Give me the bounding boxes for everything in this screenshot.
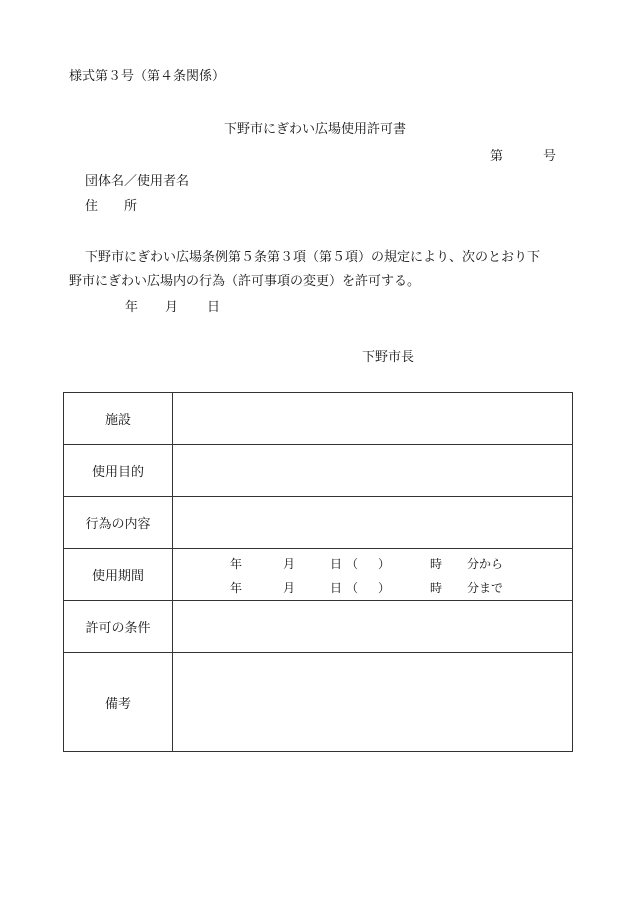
body-text-line-1: 下野市にぎわい広場条例第５条第３項（第５項）の規定により、次のとおり下 bbox=[85, 250, 541, 265]
period-end-month: 月 bbox=[283, 580, 296, 595]
remarks-label: 備考 bbox=[64, 653, 173, 752]
period-end-line bbox=[173, 575, 572, 599]
facility-value bbox=[173, 393, 573, 445]
table-row bbox=[64, 601, 573, 653]
document-title: 下野市にぎわい広場使用許可書 bbox=[223, 122, 406, 137]
permit-number-suffix: 号 bbox=[543, 149, 557, 164]
conditions-label: 許可の条件 bbox=[64, 601, 173, 653]
purpose-value bbox=[173, 445, 573, 497]
period-start-paren-open: （ bbox=[346, 556, 359, 571]
date-day-label: 日 bbox=[207, 300, 221, 315]
period-end-day: 日 bbox=[330, 580, 343, 595]
period-end-year: 年 bbox=[230, 580, 243, 595]
period-start-day: 日 bbox=[330, 556, 343, 571]
conditions-value bbox=[173, 601, 573, 653]
table-row bbox=[64, 549, 573, 601]
date-year-label: 年 bbox=[125, 300, 139, 315]
period-start-year: 年 bbox=[230, 556, 243, 571]
period-end-paren-open: （ bbox=[346, 580, 359, 595]
period-end-paren-close: ） bbox=[378, 580, 391, 595]
form-number: 様式第３号（第４条関係） bbox=[69, 69, 226, 84]
period-start-hour: 時 bbox=[430, 556, 443, 571]
period-start-minute: 分から bbox=[467, 556, 504, 571]
mayor-signature: 下野市長 bbox=[362, 350, 415, 365]
period-value bbox=[173, 549, 573, 601]
activity-value bbox=[173, 497, 573, 549]
permit-number-label: 第 bbox=[490, 149, 504, 164]
activity-label: 行為の内容 bbox=[64, 497, 173, 549]
table-row bbox=[64, 445, 573, 497]
date-month-label: 月 bbox=[165, 300, 179, 315]
purpose-label: 使用目的 bbox=[64, 445, 173, 497]
period-start-paren-close: ） bbox=[378, 556, 391, 571]
org-name-label: 団体名／使用者名 bbox=[85, 174, 190, 189]
table-row bbox=[64, 497, 573, 549]
details-table bbox=[63, 392, 573, 752]
period-end-minute: 分まで bbox=[467, 580, 504, 595]
table-row bbox=[64, 393, 573, 445]
period-start-line bbox=[173, 551, 572, 575]
body-text-line-2: 野市にぎわい広場内の行為（許可事項の変更）を許可する。 bbox=[69, 274, 421, 289]
table-row bbox=[64, 653, 573, 752]
period-label: 使用期間 bbox=[64, 549, 173, 601]
period-start-month: 月 bbox=[283, 556, 296, 571]
period-end-hour: 時 bbox=[430, 580, 443, 595]
remarks-value bbox=[173, 653, 573, 752]
address-label: 住 所 bbox=[85, 199, 138, 214]
facility-label: 施設 bbox=[64, 393, 173, 445]
